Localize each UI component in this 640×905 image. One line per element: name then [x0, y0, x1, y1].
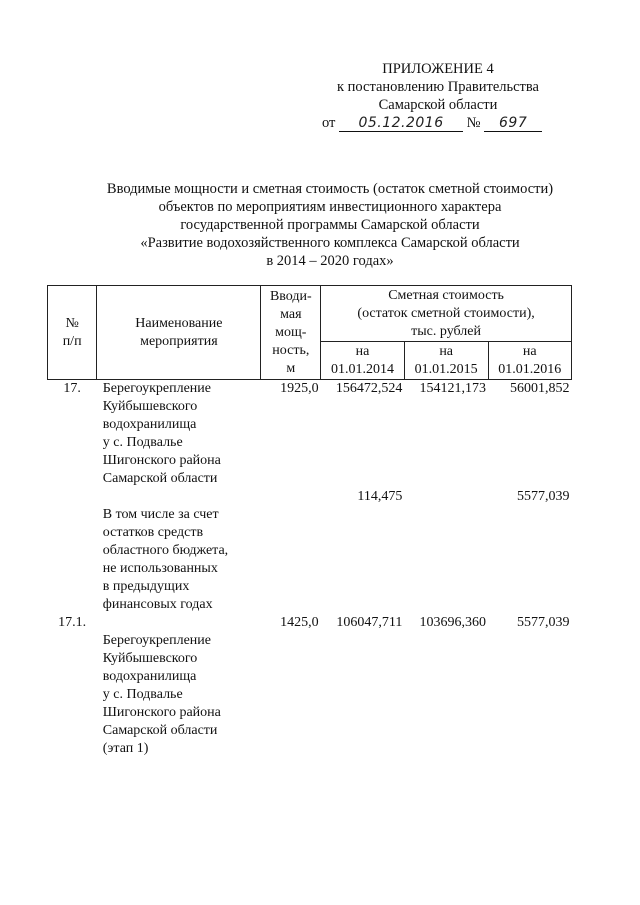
number-prefix: №	[466, 115, 481, 131]
handwritten-number: 697	[484, 116, 542, 132]
row-name: В том числе за счет остатков средств областного бюджета, не использованных в предыдущих финансовых годах	[102, 507, 229, 612]
row-value-2016: 56001,852	[510, 381, 570, 396]
row-num	[48, 488, 97, 614]
annex-date-row	[318, 114, 558, 132]
title-line: государственной программы Самарской области	[180, 217, 480, 233]
row-name: Берегоукрепление Куйбышевского водохранилища у с. Подвалье Шигонского района Самарской области	[102, 381, 221, 486]
date-prefix: от	[322, 115, 336, 131]
row-num: 17.	[63, 381, 81, 396]
header-date-2015: на 01.01.2015	[404, 342, 488, 380]
annex-line-1: к постановлению Правительства	[337, 79, 539, 95]
header-date-2016: на 01.01.2016	[488, 342, 571, 380]
row-value-2015: 103696,360	[419, 615, 487, 630]
title-line: в 2014 – 2020 годах»	[266, 253, 394, 269]
header-cost: Сметная стоимость (остаток сметной стоимости), тыс. рублей	[321, 286, 572, 342]
row-value-2015: 154121,173	[419, 381, 487, 396]
cost-table	[47, 285, 572, 758]
row-value-2014: 114,475	[357, 489, 403, 504]
row-power: 1925,0	[280, 381, 319, 396]
row-value-2016: 5577,039	[517, 489, 570, 504]
title-line: «Развитие водохозяйственного комплекса Самарской области	[140, 235, 520, 251]
title-line: объектов по мероприятиям инвестиционного характера	[158, 199, 502, 215]
header-name: Наименование мероприятия	[97, 286, 261, 380]
row-power: 1425,0	[280, 615, 319, 630]
annex-title: ПРИЛОЖЕНИЕ 4	[382, 61, 494, 77]
header-num: № п/п	[48, 286, 97, 380]
annex-line-2: Самарской области	[378, 97, 498, 113]
table-row	[48, 380, 572, 489]
handwritten-date: 05.12.2016	[339, 116, 463, 132]
row-value-2016: 5577,039	[517, 615, 570, 630]
table-row	[48, 614, 572, 758]
header-date-2014: на 01.01.2014	[321, 342, 405, 380]
row-power	[261, 488, 321, 614]
annex-block	[318, 60, 558, 132]
row-name: Берегоукрепление Куйбышевского водохранилища у с. Подвалье Шигонского района Самарской области (этап 1)	[102, 633, 221, 756]
header-power: Вводи- мая мощ- ность, м	[261, 286, 321, 380]
row-num: 17.1.	[58, 615, 87, 630]
title-line: Вводимые мощности и сметная стоимость (остаток сметной стоимости)	[106, 181, 554, 197]
row-value-2014: 106047,711	[336, 615, 403, 630]
row-value-2015	[404, 488, 488, 614]
row-value-2014: 156472,524	[335, 381, 403, 396]
document-title	[60, 180, 600, 270]
table-row	[48, 488, 572, 614]
